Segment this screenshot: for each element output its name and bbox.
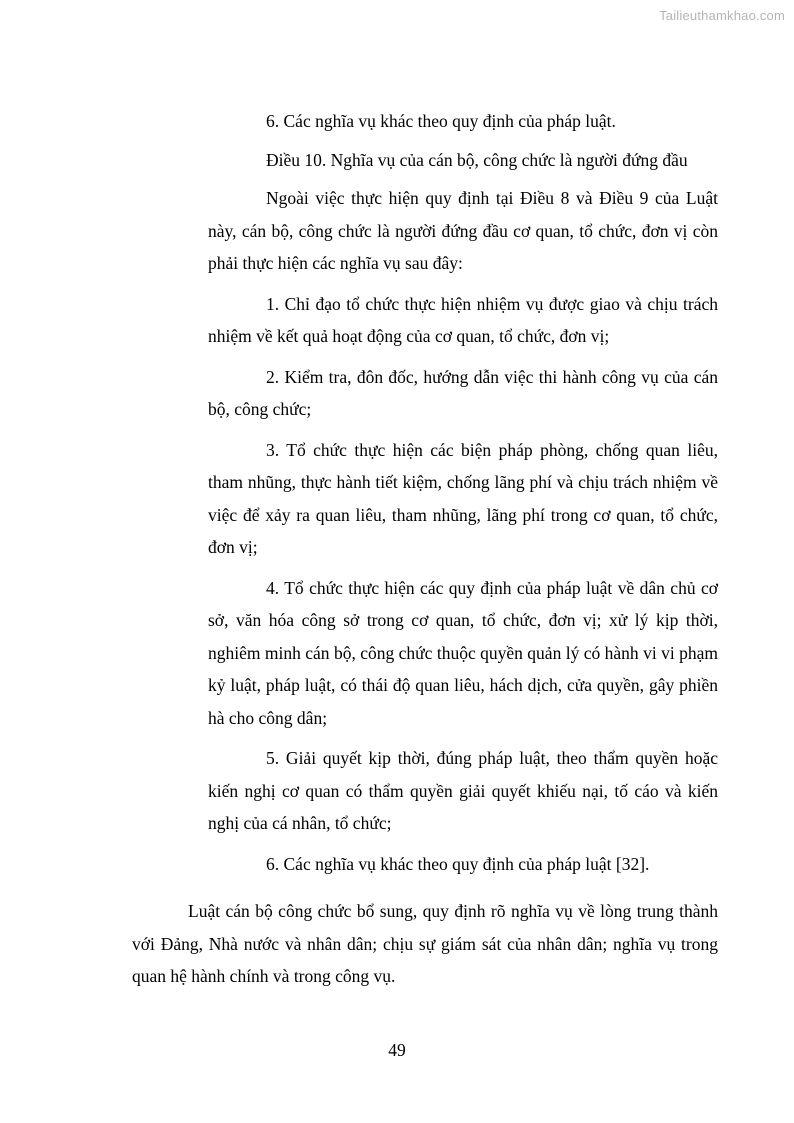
quote-list-item: 4. Tổ chức thực hiện các quy định của pháp luật về dân chủ cơ sở, văn hóa công sở trong cơ quan, tổ chức, đơn vị; xử lý kịp thời, nghiêm minh cán bộ, công chức thuộc quyền quản lý có hành vi vi phạm kỷ luật, pháp luật, có thái độ quan liêu, hách dịch, cửa quyền, gây phiền hà cho công dân; [208, 577, 718, 728]
body-paragraph-block [132, 895, 718, 993]
body-paragraph: Luật cán bộ công chức bổ sung, quy định rõ nghĩa vụ về lòng trung thành với Đảng, Nhà nước và nhân dân; chịu sự giám sát của nhân dân; nghĩa vụ trong quan hệ hành chính và trong công vụ. [132, 901, 718, 986]
article-heading: Điều 10. Nghĩa vụ của cán bộ, công chức là người đứng đầu [266, 149, 688, 170]
quote-list-item: 1. Chỉ đạo tổ chức thực hiện nhiệm vụ được giao và chịu trách nhiệm về kết quả hoạt động của cơ quan, tổ chức, đơn vị; [208, 293, 718, 346]
quote-list-item: 6. Các nghĩa vụ khác theo quy định của pháp luật [32]. [266, 853, 650, 874]
quote-list-item: 5. Giải quyết kịp thời, đúng pháp luật, theo thẩm quyền hoặc kiến nghị cơ quan có thẩm quyền giải quyết khiếu nại, tố cáo và kiến nghị của cá nhân, tổ chức; [208, 748, 718, 833]
page-number: 49 [388, 1040, 406, 1060]
quote-list-item: 3. Tổ chức thực hiện các biện pháp phòng, chống quan liêu, tham nhũng, thực hành tiết kiệm, chống lãng phí và chịu trách nhiệm về việc để xảy ra quan liêu, tham nhũng, lãng phí trong cơ quan, tổ chức, đơn vị; [208, 439, 718, 557]
quote-list-item: 2. Kiểm tra, đôn đốc, hướng dẫn việc thi hành công vụ của cán bộ, công chức; [208, 366, 718, 419]
quote-paragraph: Ngoài việc thực hiện quy định tại Điều 8 và Điều 9 của Luật này, cán bộ, công chức là người đứng đầu cơ quan, tổ chức, đơn vị còn phải thực hiện các nghĩa vụ sau đây: [208, 188, 718, 273]
watermark: Tailieuthamkhao.com [659, 8, 785, 23]
quoted-law-block [208, 105, 718, 880]
quote-paragraph: 6. Các nghĩa vụ khác theo quy định của pháp luật. [266, 111, 616, 131]
